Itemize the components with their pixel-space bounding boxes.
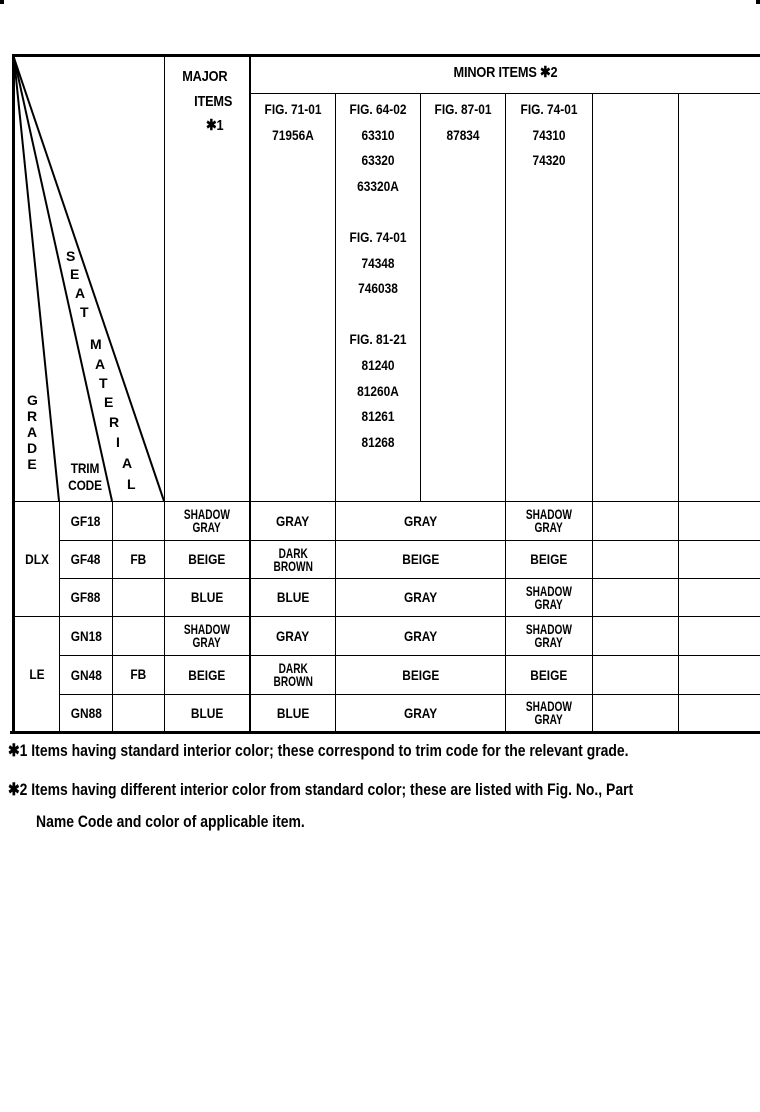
fig71-color-cell: DARK BROWN: [273, 660, 313, 689]
footnote-2: ✱2 Items having different interior color from standard color; these are listed with Fig. No., Part: [8, 780, 634, 799]
major-color-cell: BLUE: [190, 704, 224, 721]
trim-color-chart-page: GRADE TRIM CODE S E A T M A T E R I A L MAJOR ITEMS ✱1 MINOR ITEMS ✱2 FIG. 71-01 71956A FIG. 64-02 63310 63320 63320A FIG. 74-01 74348 746038 FIG. 81-21 81240 81260A 81261 81268 FIG. 87-01 87834 FIG. 74-01 74310 74320 DLX FB GF18 SHADOW GRAY GRAY GRAY SHADOW GRAY GF48 BEIGE DARK BROWN BEIGE BEIGE GF88 BLUE BLUE GRAY SHADOW GRAY LE FB GN18 SHADOW GRAY GRAY GRAY SHADOW GRAY GN48 BEIGE DARK BROWN BEIGE BEIGE GN88 BLUE BLUE GRAY SHADOW GRAY ✱1 Items having standard interior color; these correspond to trim code for the relevant grade. ✱2 Items having different interior color from standard color; these are listed with Fig. No., Part Name Code and color of applicable item.: [0, 0, 760, 1112]
minor-col-fig87: FIG. 87-01 87834: [434, 101, 492, 143]
trim-code-cell: GF88: [71, 589, 101, 605]
trim-code-cell: GF18: [71, 512, 101, 529]
fig74-color-cell: BEIGE: [530, 551, 568, 567]
grade-cell-dlx: DLX: [25, 550, 49, 567]
fig64-87-color-cell: GRAY: [403, 704, 438, 721]
fig71-color-cell: GRAY: [276, 512, 310, 529]
fig64-87-color-cell: GRAY: [403, 627, 438, 644]
fig64-87-color-cell: GRAY: [403, 589, 438, 605]
seat-material-cell-le: FB: [130, 665, 147, 682]
fig71-color-cell: BLUE: [276, 589, 310, 605]
fig71-color-cell: BLUE: [276, 704, 310, 721]
minor-col-fig64: FIG. 64-02 63310 63320 63320A FIG. 74-01 74348 746038 FIG. 81-21 81240 81260A 81261 81268: [349, 101, 407, 450]
trim-code-cell: GN18: [70, 627, 102, 644]
major-color-cell: BEIGE: [188, 666, 226, 683]
grade-cell-le: LE: [29, 665, 45, 682]
minor-col-fig71: FIG. 71-01 71956A: [264, 101, 322, 143]
trim-code-cell: GN48: [70, 666, 102, 683]
trim-code-cell: GN88: [70, 704, 102, 721]
seat-material-cell-dlx: FB: [130, 550, 147, 567]
fig74-color-cell: SHADOW GRAY: [525, 621, 573, 650]
fig71-color-cell: GRAY: [276, 627, 310, 644]
fig74-color-cell: BEIGE: [530, 666, 568, 683]
table-top-border: [12, 54, 760, 57]
minor-items-header: MINOR ITEMS ✱2: [453, 64, 558, 81]
fig74-color-cell: SHADOW GRAY: [525, 506, 573, 535]
fig71-color-cell: DARK BROWN: [273, 544, 313, 574]
major-color-cell: SHADOW GRAY: [183, 506, 231, 535]
fig74-color-cell: SHADOW GRAY: [525, 582, 573, 612]
trim-code-cell: GF48: [71, 551, 101, 567]
major-items-header: MAJOR ITEMS ✱1: [182, 68, 233, 134]
table-bottom-border: [10, 731, 760, 734]
fig74-col-border: [592, 93, 593, 732]
grade-header-label: GRADE: [27, 392, 38, 472]
fig74-color-cell: SHADOW GRAY: [525, 698, 573, 727]
major-color-cell: BEIGE: [188, 551, 226, 567]
fig64-col-border: [420, 93, 421, 502]
fig64-87-color-cell: BEIGE: [401, 666, 440, 683]
footnote-2-continued: Name Code and color of applicable item.: [36, 812, 305, 831]
footnote-1: ✱1 Items having standard interior color; these correspond to trim code for the relevant grade.: [8, 741, 629, 760]
trim-code-header-label: TRIM CODE: [68, 460, 102, 493]
fig64-87-color-cell: BEIGE: [401, 551, 440, 567]
major-color-cell: BLUE: [190, 589, 224, 605]
fig64-87-color-cell: GRAY: [403, 512, 438, 529]
minor-col-fig74: FIG. 74-01 74310 74320: [520, 101, 578, 169]
blank-col-border: [678, 93, 679, 732]
major-color-cell: SHADOW GRAY: [183, 621, 231, 650]
